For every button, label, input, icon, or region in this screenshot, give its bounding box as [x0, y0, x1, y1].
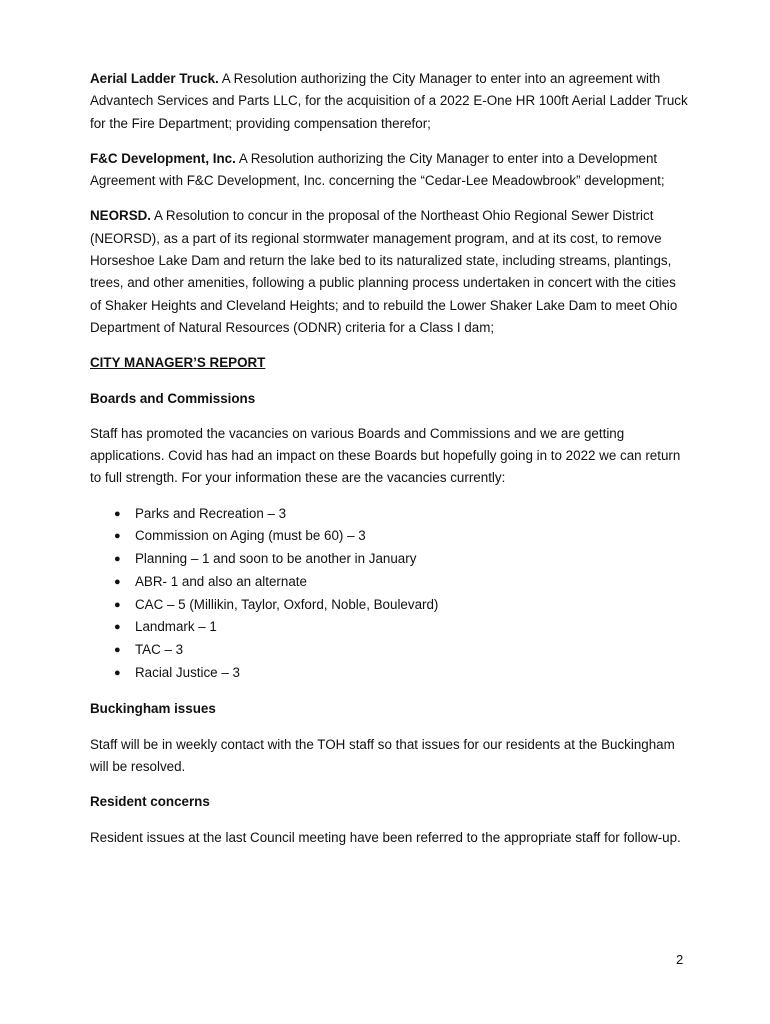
- resolution-aerial-ladder-truck: [90, 68, 690, 135]
- city-managers-report-title: CITY MANAGER’S REPORT: [90, 355, 266, 371]
- resolution-neorsd: [90, 205, 690, 339]
- bullet-icon: ●: [114, 575, 121, 588]
- bullet-icon: ●: [114, 530, 121, 543]
- vacancy-text: Landmark – 1: [135, 619, 217, 635]
- bullet-icon: ●: [114, 553, 121, 566]
- vacancy-text: Commission on Aging (must be 60) – 3: [135, 528, 366, 544]
- boards-commissions-heading: Boards and Commissions: [90, 390, 256, 406]
- list-item: [90, 548, 690, 571]
- boards-commissions-text: Staff has promoted the vacancies on various Boards and Commissions and we are getting applications. Covid has had an impact on these Boards but hopefully going in to 2022 we can return to full strength. For your information these are the vacancies currently:: [90, 425, 681, 486]
- resolution-lead: Aerial Ladder Truck.: [90, 71, 219, 86]
- page-number: 2: [676, 952, 684, 967]
- buckingham-issues-text: Staff will be in weekly contact with the TOH staff so that issues for our residents at the Buckingham will be resolved.: [90, 736, 675, 774]
- bullet-icon: ●: [114, 507, 121, 520]
- buckingham-issues-heading: Buckingham issues: [90, 701, 216, 717]
- bullet-icon: ●: [114, 598, 121, 611]
- list-item: [90, 594, 690, 617]
- bullet-icon: ●: [114, 643, 121, 656]
- list-item: [90, 503, 690, 526]
- list-item: [90, 571, 690, 594]
- list-item: [90, 662, 690, 685]
- bullet-icon: ●: [114, 621, 121, 634]
- vacancy-text: Racial Justice – 3: [135, 664, 240, 680]
- list-item: [90, 616, 690, 639]
- document-page: [90, 68, 690, 862]
- vacancy-text: Parks and Recreation – 3: [135, 505, 287, 521]
- vacancy-text: Planning – 1 and soon to be another in January: [135, 551, 417, 567]
- resident-concerns-heading: Resident concerns: [90, 794, 210, 810]
- bullet-icon: ●: [114, 666, 121, 679]
- vacancy-text: CAC – 5 (Millikin, Taylor, Oxford, Noble, Boulevard): [135, 596, 439, 612]
- list-item: [90, 525, 690, 548]
- resolution-text: A Resolution authorizing the City Manager to enter into an agreement with Advantech Services and Parts LLC, for the acquisition of a 2022 E-One HR 100ft Aerial Ladder Truck for the Fire Department; providing compensation therefor;: [90, 71, 688, 131]
- resolution-lead: F&C Development, Inc.: [90, 150, 236, 166]
- resolution-fc-development: [90, 148, 690, 193]
- resident-concerns-text: Resident issues at the last Council meeting have been referred to the appropriate staff for follow-up.: [90, 829, 681, 845]
- resolution-text: A Resolution authorizing the City Manager to enter into a Development Agreement with F&C Development, Inc. concerning the “Cedar-Lee Meadowbrook” development;: [90, 150, 665, 189]
- resolution-text: A Resolution to concur in the proposal of the Northeast Ohio Regional Sewer District (NEORSD), as a part of its regional stormwater management program, and at its cost, to remove Horseshoe Lake Dam and return the lake bed to its naturalized state, including streams, plantings, trees, and other amenities, following a public planning process undertaken in concert with the cities of Shaker Heights and Cleveland Heights; and to rebuild the Lower Shaker Lake Dam to meet Ohio Department of Natural Resources (ODNR) criteria for a Class I dam;: [90, 208, 678, 335]
- vacancy-text: TAC – 3: [135, 641, 184, 657]
- vacancy-text: ABR- 1 and also an alternate: [135, 573, 307, 589]
- resolution-lead: NEORSD.: [90, 208, 152, 224]
- list-item: [90, 639, 690, 662]
- vacancies-list: [90, 503, 690, 685]
